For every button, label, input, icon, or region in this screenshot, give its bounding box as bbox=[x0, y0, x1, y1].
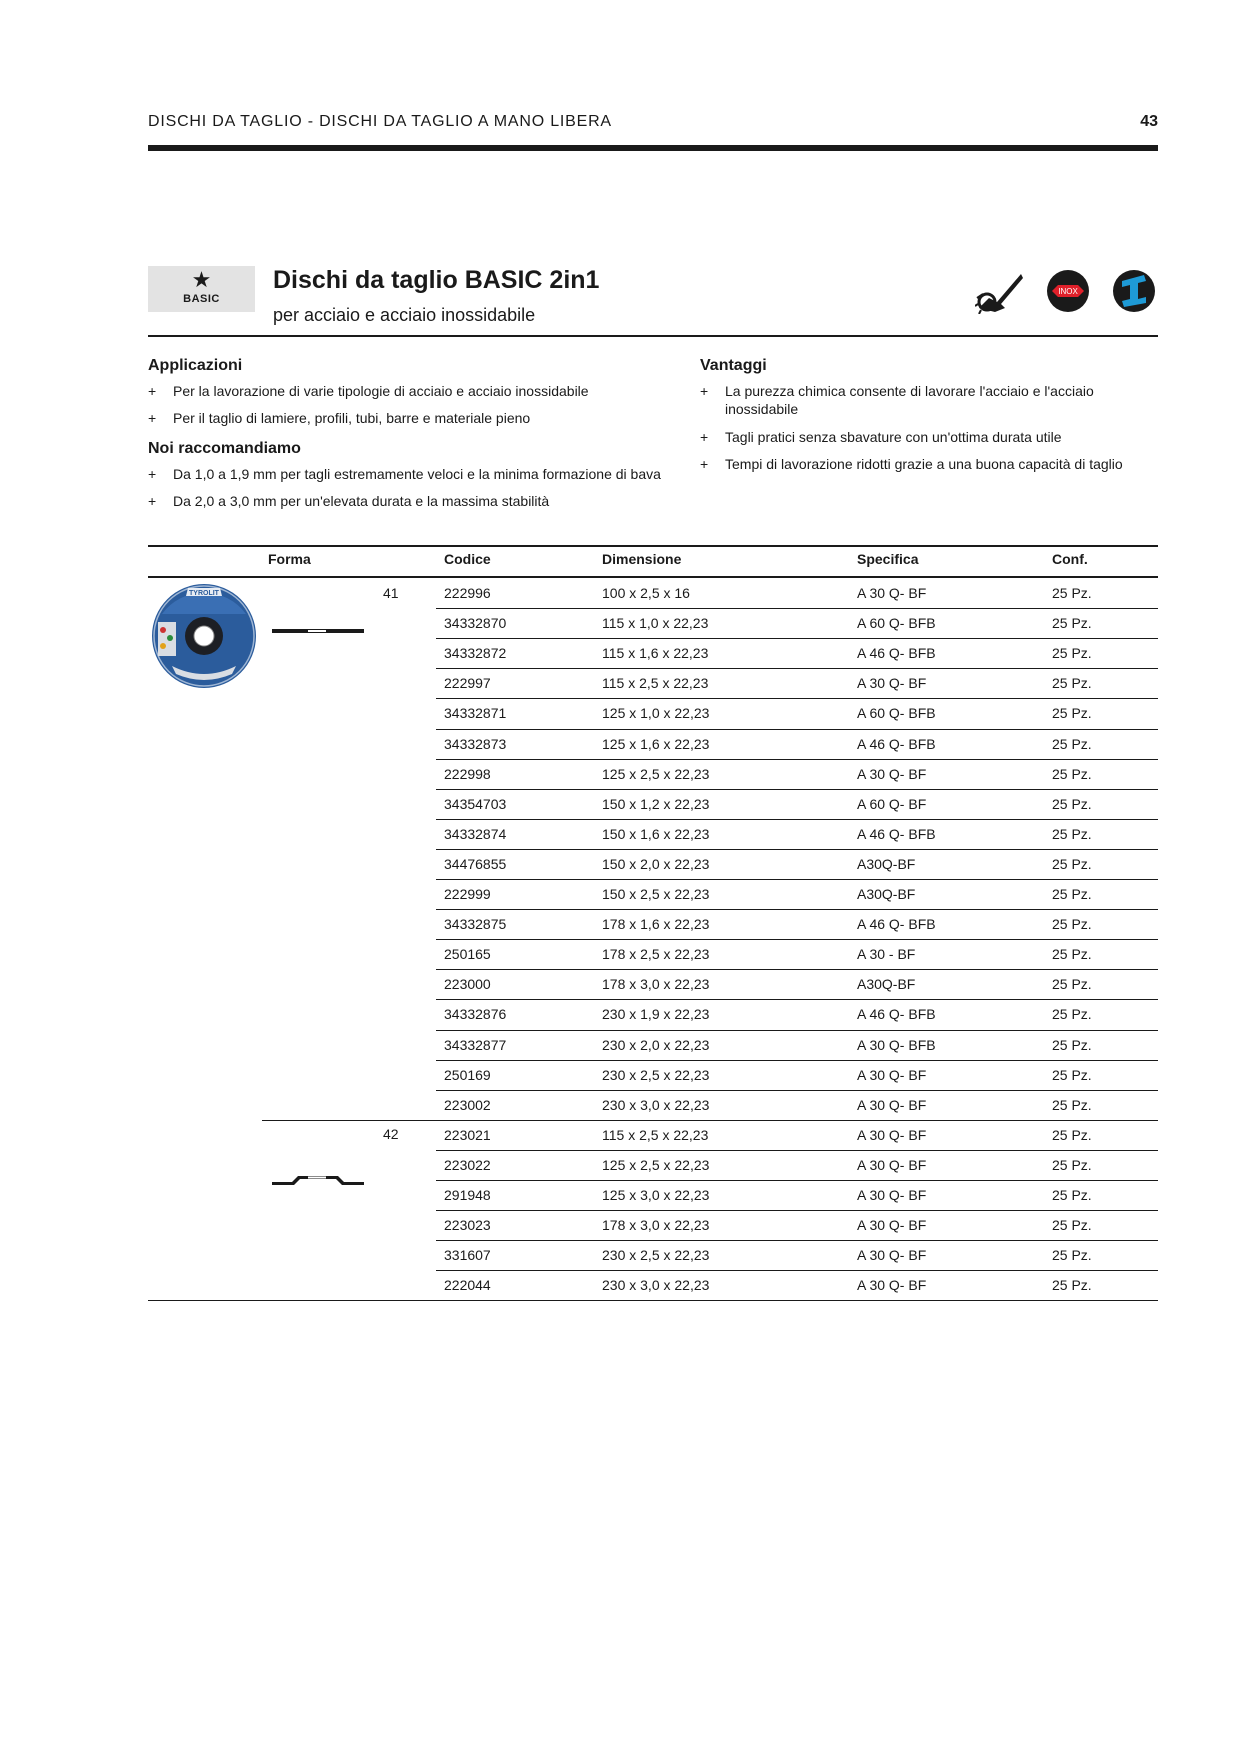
section-applicazioni-title: Applicazioni bbox=[148, 357, 243, 374]
row-divider bbox=[436, 1150, 1158, 1151]
cutting-disc-image bbox=[148, 578, 262, 694]
section-vantaggi-title: Vantaggi bbox=[700, 357, 767, 374]
column-header-codice: Codice bbox=[444, 551, 491, 567]
row-divider bbox=[436, 789, 1158, 790]
cell-specifica: A 46 Q- BFB bbox=[857, 916, 936, 932]
cell-specifica: A 30 Q- BF bbox=[857, 1157, 927, 1173]
cell-conf: 25 Pz. bbox=[1052, 826, 1092, 842]
cell-codice: 291948 bbox=[444, 1187, 491, 1203]
row-divider bbox=[436, 638, 1158, 639]
cell-conf: 25 Pz. bbox=[1052, 1187, 1092, 1203]
cell-codice: 223023 bbox=[444, 1217, 491, 1233]
cell-codice: 34332871 bbox=[444, 705, 507, 721]
row-divider bbox=[436, 1240, 1158, 1241]
cell-specifica: A 30 Q- BF bbox=[857, 1097, 927, 1113]
product-subtitle: per acciaio e acciaio inossidabile bbox=[273, 305, 536, 325]
cell-codice: 34332875 bbox=[444, 916, 507, 932]
cell-specifica: A 30 Q- BF bbox=[857, 1247, 927, 1263]
cell-conf: 25 Pz. bbox=[1052, 886, 1092, 902]
cell-dimensione: 115 x 1,6 x 22,23 bbox=[602, 645, 709, 661]
row-divider bbox=[436, 999, 1158, 1000]
cell-dimensione: 125 x 3,0 x 22,23 bbox=[602, 1187, 710, 1203]
cell-specifica: A 30 Q- BF bbox=[857, 1067, 927, 1083]
row-divider bbox=[436, 1090, 1158, 1091]
page-number: 43 bbox=[1140, 113, 1158, 130]
cell-codice: 223021 bbox=[444, 1127, 491, 1143]
cell-dimensione: 125 x 2,5 x 22,23 bbox=[602, 1157, 710, 1173]
cell-codice: 222044 bbox=[444, 1277, 491, 1293]
cell-specifica: A30Q-BF bbox=[857, 976, 916, 992]
table-top-rule bbox=[148, 545, 1158, 547]
row-divider bbox=[436, 849, 1158, 850]
cell-codice: 34354703 bbox=[444, 796, 507, 812]
cell-specifica: A 60 Q- BF bbox=[857, 796, 927, 812]
cell-specifica: A30Q-BF bbox=[857, 886, 916, 902]
cell-dimensione: 230 x 2,5 x 22,23 bbox=[602, 1067, 710, 1083]
row-divider bbox=[436, 668, 1158, 669]
cell-conf: 25 Pz. bbox=[1052, 1247, 1092, 1263]
row-divider bbox=[436, 1210, 1158, 1211]
cell-conf: 25 Pz. bbox=[1052, 705, 1092, 721]
cell-specifica: A 30 Q- BF bbox=[857, 585, 927, 601]
cell-codice: 34332870 bbox=[444, 615, 507, 631]
cell-dimensione: 115 x 2,5 x 22,23 bbox=[602, 1127, 709, 1143]
cell-dimensione: 115 x 1,0 x 22,23 bbox=[602, 615, 709, 631]
cell-dimensione: 230 x 3,0 x 22,23 bbox=[602, 1277, 710, 1293]
depressed-center-disc-profile-icon bbox=[272, 1168, 364, 1188]
cell-specifica: A 46 Q- BFB bbox=[857, 736, 936, 752]
cell-dimensione: 150 x 2,0 x 22,23 bbox=[602, 856, 710, 872]
cell-codice: 34332874 bbox=[444, 826, 507, 842]
title-rule bbox=[148, 335, 1158, 337]
cell-specifica: A 30 - BF bbox=[857, 946, 916, 962]
list-item: + Per il taglio di lamiere, profili, tubi, barre e materiale pieno bbox=[148, 410, 531, 426]
cell-dimensione: 150 x 2,5 x 22,23 bbox=[602, 886, 710, 902]
cell-specifica: A 60 Q- BFB bbox=[857, 705, 936, 721]
cell-codice: 223000 bbox=[444, 976, 491, 992]
svg-text:TYROLIT: TYROLIT bbox=[189, 590, 219, 597]
shape-number-42: 42 bbox=[383, 1126, 399, 1142]
cell-codice: 34476855 bbox=[444, 856, 507, 872]
row-divider bbox=[436, 819, 1158, 820]
cell-specifica: A 30 Q- BF bbox=[857, 1217, 927, 1233]
cell-dimensione: 125 x 1,0 x 22,23 bbox=[602, 705, 710, 721]
cell-dimensione: 230 x 2,5 x 22,23 bbox=[602, 1247, 710, 1263]
cell-codice: 250165 bbox=[444, 946, 491, 962]
plus-icon: + bbox=[148, 410, 157, 426]
row-divider bbox=[436, 1060, 1158, 1061]
cell-dimensione: 178 x 1,6 x 22,23 bbox=[602, 916, 710, 932]
cell-specifica: A 30 Q- BF bbox=[857, 766, 927, 782]
row-divider bbox=[436, 879, 1158, 880]
cell-conf: 25 Pz. bbox=[1052, 1217, 1092, 1233]
basic-badge bbox=[148, 266, 255, 312]
row-divider bbox=[436, 1180, 1158, 1181]
cell-dimensione: 125 x 2,5 x 22,23 bbox=[602, 766, 710, 782]
cell-dimensione: 150 x 1,6 x 22,23 bbox=[602, 826, 710, 842]
list-item: + La purezza chimica consente di lavorare l'acciaio e l'acciaio inossidabile bbox=[700, 383, 1094, 417]
cell-codice: 223022 bbox=[444, 1157, 491, 1173]
cell-conf: 25 Pz. bbox=[1052, 1006, 1092, 1022]
cell-conf: 25 Pz. bbox=[1052, 856, 1092, 872]
plus-icon: + bbox=[700, 429, 709, 445]
row-divider bbox=[262, 1120, 1158, 1121]
plus-icon: + bbox=[148, 493, 157, 509]
cell-conf: 25 Pz. bbox=[1052, 675, 1092, 691]
row-divider bbox=[148, 1300, 1158, 1301]
plus-icon: + bbox=[148, 383, 157, 399]
list-item: + Per la lavorazione di varie tipologie di acciaio e acciaio inossidabile bbox=[148, 383, 589, 399]
cell-codice: 34332873 bbox=[444, 736, 507, 752]
cell-specifica: A 30 Q- BFB bbox=[857, 1037, 936, 1053]
row-divider bbox=[436, 939, 1158, 940]
list-item: + Tempi di lavorazione ridotti grazie a una buona capacità di taglio bbox=[700, 456, 1123, 472]
cell-dimensione: 230 x 1,9 x 22,23 bbox=[602, 1006, 710, 1022]
angle-grinder-icon bbox=[975, 268, 1025, 314]
cell-conf: 25 Pz. bbox=[1052, 1157, 1092, 1173]
cell-specifica: A 46 Q- BFB bbox=[857, 826, 936, 842]
section-raccomandiamo-title: Noi raccomandiamo bbox=[148, 440, 301, 457]
cell-codice: 222996 bbox=[444, 585, 491, 601]
cell-conf: 25 Pz. bbox=[1052, 585, 1092, 601]
cell-specifica: A30Q-BF bbox=[857, 856, 916, 872]
cell-conf: 25 Pz. bbox=[1052, 1067, 1092, 1083]
cell-conf: 25 Pz. bbox=[1052, 645, 1092, 661]
header-rule bbox=[148, 145, 1158, 151]
cell-codice: 222999 bbox=[444, 886, 491, 902]
cell-codice: 34332876 bbox=[444, 1006, 507, 1022]
row-divider bbox=[436, 909, 1158, 910]
row-divider bbox=[436, 698, 1158, 699]
inox-icon bbox=[1046, 269, 1090, 313]
plus-icon: + bbox=[700, 456, 709, 472]
cell-specifica: A 46 Q- BFB bbox=[857, 645, 936, 661]
row-divider bbox=[436, 608, 1158, 609]
row-divider bbox=[436, 729, 1158, 730]
row-divider bbox=[436, 1030, 1158, 1031]
cell-codice: 34332872 bbox=[444, 645, 507, 661]
cell-dimensione: 230 x 2,0 x 22,23 bbox=[602, 1037, 710, 1053]
cell-conf: 25 Pz. bbox=[1052, 1037, 1092, 1053]
header-title: DISCHI DA TAGLIO - DISCHI DA TAGLIO A MANO LIBERA bbox=[148, 113, 612, 130]
shape-number-41: 41 bbox=[383, 585, 399, 601]
column-header-conf: Conf. bbox=[1052, 551, 1088, 567]
cell-codice: 34332877 bbox=[444, 1037, 507, 1053]
list-item: + Da 2,0 a 3,0 mm per un'elevata durata e la massima stabilità bbox=[148, 493, 550, 509]
cell-specifica: A 60 Q- BFB bbox=[857, 615, 936, 631]
plus-icon: + bbox=[148, 466, 157, 482]
cell-dimensione: 230 x 3,0 x 22,23 bbox=[602, 1097, 710, 1113]
cell-conf: 25 Pz. bbox=[1052, 1097, 1092, 1113]
row-divider bbox=[436, 969, 1158, 970]
steel-beam-icon bbox=[1112, 269, 1156, 313]
cell-specifica: A 30 Q- BF bbox=[857, 1127, 927, 1143]
cell-conf: 25 Pz. bbox=[1052, 976, 1092, 992]
cell-codice: 331607 bbox=[444, 1247, 491, 1263]
cell-dimensione: 178 x 2,5 x 22,23 bbox=[602, 946, 710, 962]
cell-conf: 25 Pz. bbox=[1052, 946, 1092, 962]
star-icon: ★ bbox=[191, 267, 212, 292]
column-header-forma: Forma bbox=[268, 551, 311, 567]
svg-text:INOX: INOX bbox=[1058, 287, 1078, 296]
cell-specifica: A 30 Q- BF bbox=[857, 1277, 927, 1293]
cell-conf: 25 Pz. bbox=[1052, 1127, 1092, 1143]
cell-codice: 223002 bbox=[444, 1097, 491, 1113]
row-divider bbox=[436, 759, 1158, 760]
cell-dimensione: 125 x 1,6 x 22,23 bbox=[602, 736, 710, 752]
cell-conf: 25 Pz. bbox=[1052, 796, 1092, 812]
cell-conf: 25 Pz. bbox=[1052, 766, 1092, 782]
cell-specifica: A 46 Q- BFB bbox=[857, 1006, 936, 1022]
column-header-dimensione: Dimensione bbox=[602, 551, 682, 567]
cell-specifica: A 30 Q- BF bbox=[857, 1187, 927, 1203]
basic-badge-text: BASIC bbox=[183, 293, 220, 305]
list-item: + Da 1,0 a 1,9 mm per tagli estremamente veloci e la minima formazione di bava bbox=[148, 466, 661, 482]
cell-dimensione: 100 x 2,5 x 16 bbox=[602, 585, 690, 601]
cell-specifica: A 30 Q- BF bbox=[857, 675, 927, 691]
list-item: + Tagli pratici senza sbavature con un'ottima durata utile bbox=[700, 429, 1062, 445]
flat-disc-profile-icon bbox=[272, 621, 364, 641]
cell-dimensione: 150 x 1,2 x 22,23 bbox=[602, 796, 710, 812]
cell-conf: 25 Pz. bbox=[1052, 615, 1092, 631]
cell-dimensione: 178 x 3,0 x 22,23 bbox=[602, 1217, 710, 1233]
cell-codice: 250169 bbox=[444, 1067, 491, 1083]
column-header-specifica: Specifica bbox=[857, 551, 919, 567]
cell-dimensione: 115 x 2,5 x 22,23 bbox=[602, 675, 709, 691]
cell-dimensione: 178 x 3,0 x 22,23 bbox=[602, 976, 710, 992]
cell-conf: 25 Pz. bbox=[1052, 736, 1092, 752]
cell-codice: 222997 bbox=[444, 675, 491, 691]
cell-codice: 222998 bbox=[444, 766, 491, 782]
product-title: Dischi da taglio BASIC 2in1 bbox=[273, 266, 600, 294]
cell-conf: 25 Pz. bbox=[1052, 1277, 1092, 1293]
cell-conf: 25 Pz. bbox=[1052, 916, 1092, 932]
row-divider bbox=[436, 1270, 1158, 1271]
plus-icon: + bbox=[700, 383, 709, 399]
